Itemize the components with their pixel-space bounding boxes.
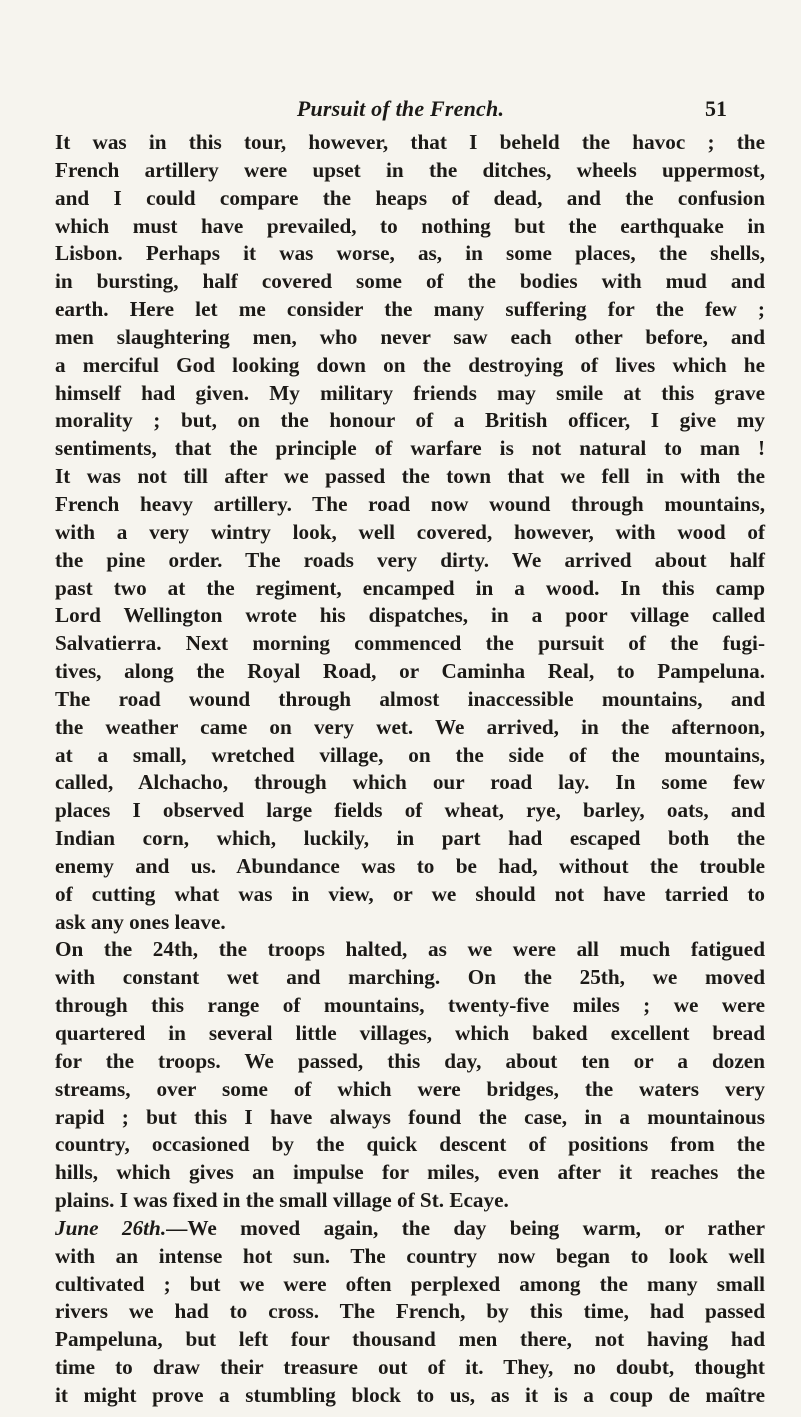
text-line: with an intense hot sun. The country now began to look well bbox=[55, 1243, 765, 1268]
body-text bbox=[55, 129, 765, 1410]
text-line: plains. I was fixed in the small village of St. Ecaye. bbox=[55, 1188, 509, 1213]
text-line: cultivated ; but we were often perplexed among the many small bbox=[55, 1271, 765, 1296]
date-label: June 26th. bbox=[55, 1215, 167, 1240]
text-line: at a small, wretched village, on the side of the mountains, bbox=[55, 742, 765, 767]
text-line: and I could compare the heaps of dead, and the confusion bbox=[55, 185, 765, 210]
text-line: past two at the regiment, encamped in a wood. In this camp bbox=[55, 575, 765, 600]
text-line: earth. Here let me consider the many suffering for the few ; bbox=[55, 297, 765, 322]
text-line: rapid ; but this I have always found the case, in a mountainous bbox=[55, 1104, 765, 1129]
text-line: French heavy artillery. The road now wound through mountains, bbox=[55, 491, 765, 516]
text-line: through this range of mountains, twenty-five miles ; we were bbox=[55, 993, 765, 1018]
text-line: Lisbon. Perhaps it was worse, as, in some places, the shells, bbox=[55, 241, 765, 266]
text-line: for the troops. We passed, this day, about ten or a dozen bbox=[55, 1048, 765, 1073]
text-line: which must have prevailed, to nothing but the earthquake in bbox=[55, 213, 765, 238]
text-line: Pampeluna, but left four thousand men there, not having had bbox=[55, 1327, 765, 1352]
text-line: Salvatierra. Next morning commenced the pursuit of the fugi- bbox=[55, 631, 765, 656]
text-line: of cutting what was in view, or we should not have tarried to bbox=[55, 881, 765, 906]
text-line: it might prove a stumbling block to us, as it is a coup de maître bbox=[55, 1382, 765, 1407]
text-line: enemy and us. Abundance was to be had, without the trouble bbox=[55, 853, 765, 878]
text-line: a merciful God looking down on the destroying of lives which he bbox=[55, 352, 765, 377]
text-line: men slaughtering men, who never saw each other before, and bbox=[55, 324, 765, 349]
page-number: 51 bbox=[705, 96, 727, 121]
text-line: French artillery were upset in the ditches, wheels uppermost, bbox=[55, 157, 765, 182]
text-line: tives, along the Royal Road, or Caminha Real, to Pampeluna. bbox=[55, 659, 765, 684]
text-line: in bursting, half covered some of the bodies with mud and bbox=[55, 269, 765, 294]
text-line: the weather came on very wet. We arrived, in the afternoon, bbox=[55, 714, 765, 739]
text-line: Lord Wellington wrote his dispatches, in a poor village called bbox=[55, 603, 765, 628]
text-line: hills, which gives an impulse for miles, even after it reaches the bbox=[55, 1160, 765, 1185]
text-line: The road wound through almost inaccessible mountains, and bbox=[55, 686, 765, 711]
running-head bbox=[0, 96, 801, 126]
text-line: Indian corn, which, luckily, in part had escaped both the bbox=[55, 826, 765, 851]
text-line: morality ; but, on the honour of a British officer, I give my bbox=[55, 408, 765, 433]
text-line: country, occasioned by the quick descent of positions from the bbox=[55, 1132, 765, 1157]
running-title: Pursuit of the French. bbox=[296, 96, 505, 121]
text-line: the pine order. The roads very dirty. We arrived about half bbox=[55, 547, 765, 572]
text-line: called, Alchacho, through which our road lay. In some few bbox=[55, 770, 765, 795]
text-line bbox=[55, 1215, 765, 1243]
text-line: time to draw their treasure out of it. They, no doubt, thought bbox=[55, 1355, 765, 1380]
text-line-remainder: —We moved again, the day being warm, or rather bbox=[166, 1215, 765, 1240]
text-line: places I observed large fields of wheat, rye, barley, oats, and bbox=[55, 798, 765, 823]
text-line: himself had given. My military friends may smile at this grave bbox=[55, 380, 765, 405]
text-line: It was in this tour, however, that I beheld the havoc ; the bbox=[55, 130, 765, 154]
text-line: It was not till after we passed the town that we fell in with the bbox=[55, 464, 765, 489]
text-line: with constant wet and marching. On the 25th, we moved bbox=[55, 965, 765, 990]
text-line: with a very wintry look, well covered, however, with wood of bbox=[55, 519, 765, 544]
text-line: rivers we had to cross. The French, by this time, had passed bbox=[55, 1299, 765, 1324]
text-line: quartered in several little villages, which baked excellent bread bbox=[55, 1021, 765, 1045]
text-line: sentiments, that the principle of warfare is not natural to man ! bbox=[55, 436, 765, 461]
text-line: streams, over some of which were bridges, the waters very bbox=[55, 1076, 765, 1101]
text-line: On the 24th, the troops halted, as we were all much fatigued bbox=[55, 937, 765, 962]
text-line: ask any ones leave. bbox=[55, 909, 226, 934]
